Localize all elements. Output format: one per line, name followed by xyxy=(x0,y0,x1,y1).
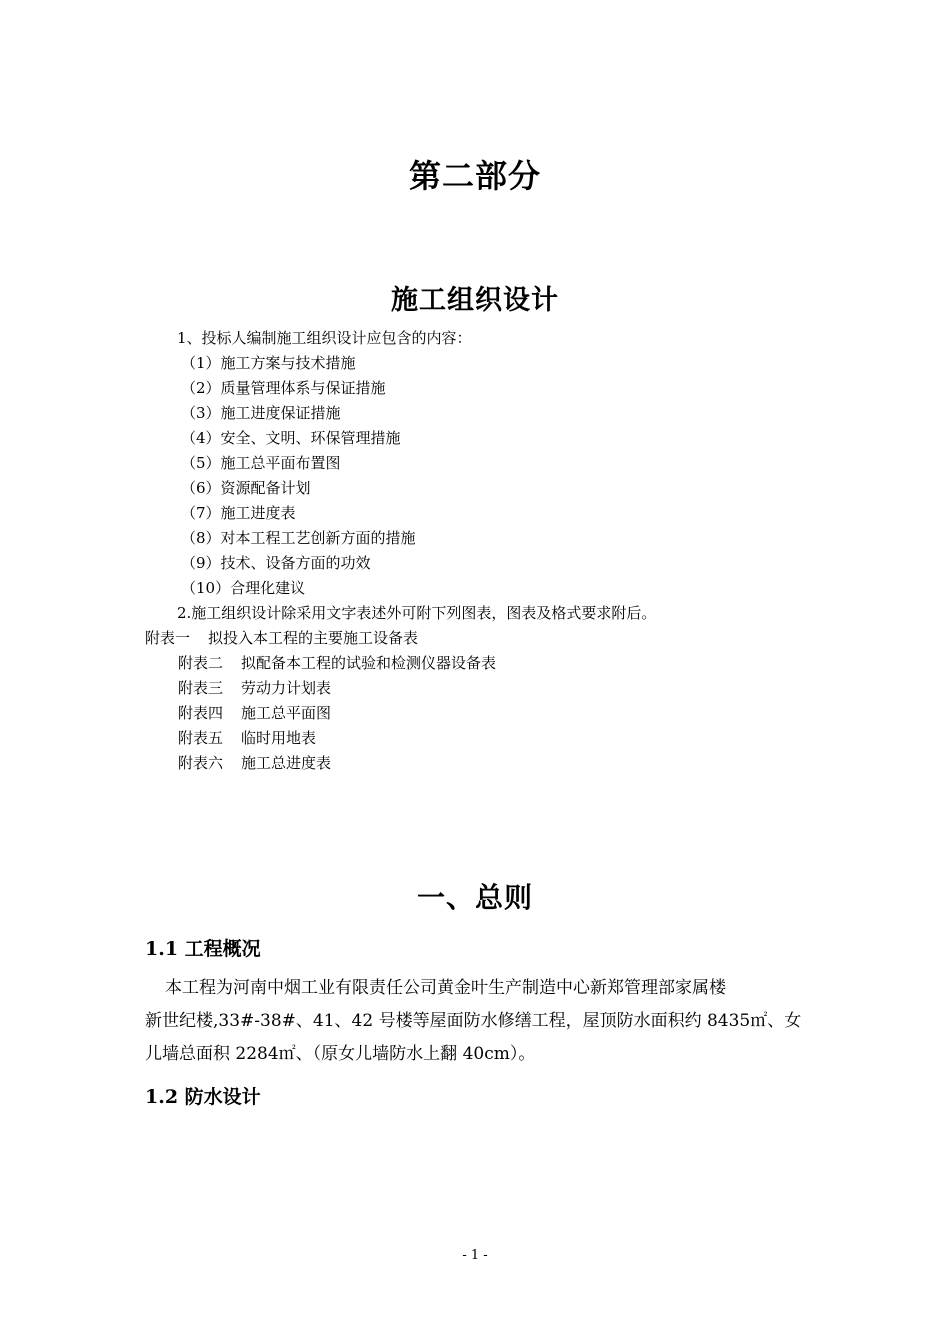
list-item: （10）合理化建议 xyxy=(181,579,306,597)
requirements-list xyxy=(0,326,950,776)
list-item: （6）资源配备计划 xyxy=(181,479,311,497)
appendix-label: 附表六 xyxy=(178,754,224,772)
appendix-title: 施工总平面图 xyxy=(241,704,332,722)
subsection-title-waterproofing: 1.2 防水设计 xyxy=(145,1086,261,1108)
part-title: 第二部分 xyxy=(408,157,541,195)
paragraph-line: 本工程为河南中烟工业有限责任公司黄金叶生产制造中心新郑管理部家属楼 xyxy=(165,978,726,998)
list-item: （9）技术、设备方面的功效 xyxy=(181,554,371,572)
list-item: （8）对本工程工艺创新方面的措施 xyxy=(181,529,416,547)
appendix-item xyxy=(0,626,950,651)
appendix-item xyxy=(0,701,950,726)
appendix-title: 劳动力计划表 xyxy=(241,679,332,697)
appendix-item xyxy=(0,651,950,676)
appendix-item xyxy=(0,751,950,776)
list-item: （7）施工进度表 xyxy=(181,504,296,522)
design-title: 施工组织设计 xyxy=(391,285,559,316)
overview-paragraph xyxy=(145,972,810,1071)
appendix-label: 附表二 xyxy=(178,654,224,672)
appendix-item xyxy=(0,676,950,701)
requirements-intro: 1、投标人编制施工组织设计应包含的内容： xyxy=(177,329,472,347)
list-item: （2）质量管理体系与保证措施 xyxy=(181,379,386,397)
appendix-title: 拟投入本工程的主要施工设备表 xyxy=(208,629,419,647)
list-item: （4）安全、文明、环保管理措施 xyxy=(181,429,401,447)
list-item: （5）施工总平面布置图 xyxy=(181,454,341,472)
subsection-title-overview: 1.1 工程概况 xyxy=(145,938,261,960)
appendix-title: 施工总进度表 xyxy=(241,754,332,772)
paragraph-line: 儿墙总面积 2284㎡、（原女儿墙防水上翻 40cm）。 xyxy=(145,1044,536,1064)
section-title: 一、总则 xyxy=(416,881,533,914)
requirements-note: 2.施工组织设计除采用文字表述外可附下列图表，图表及格式要求附后。 xyxy=(177,604,657,622)
appendix-label: 附表四 xyxy=(178,704,224,722)
paragraph-line: 新世纪楼,33#-38#、41、42 号楼等屋面防水修缮工程，屋顶防水面积约 8435㎡、女 xyxy=(145,1011,802,1031)
appendix-title: 临时用地表 xyxy=(241,729,317,747)
list-item: （1）施工方案与技术措施 xyxy=(181,354,356,372)
appendix-label: 附表一 xyxy=(145,629,191,647)
page-number: - 1 - xyxy=(462,1248,488,1263)
appendix-item xyxy=(0,726,950,751)
list-item: （3）施工进度保证措施 xyxy=(181,404,341,422)
appendix-label: 附表三 xyxy=(178,679,224,697)
appendix-title: 拟配备本工程的试验和检测仪器设备表 xyxy=(241,654,497,672)
appendix-label: 附表五 xyxy=(178,729,224,747)
